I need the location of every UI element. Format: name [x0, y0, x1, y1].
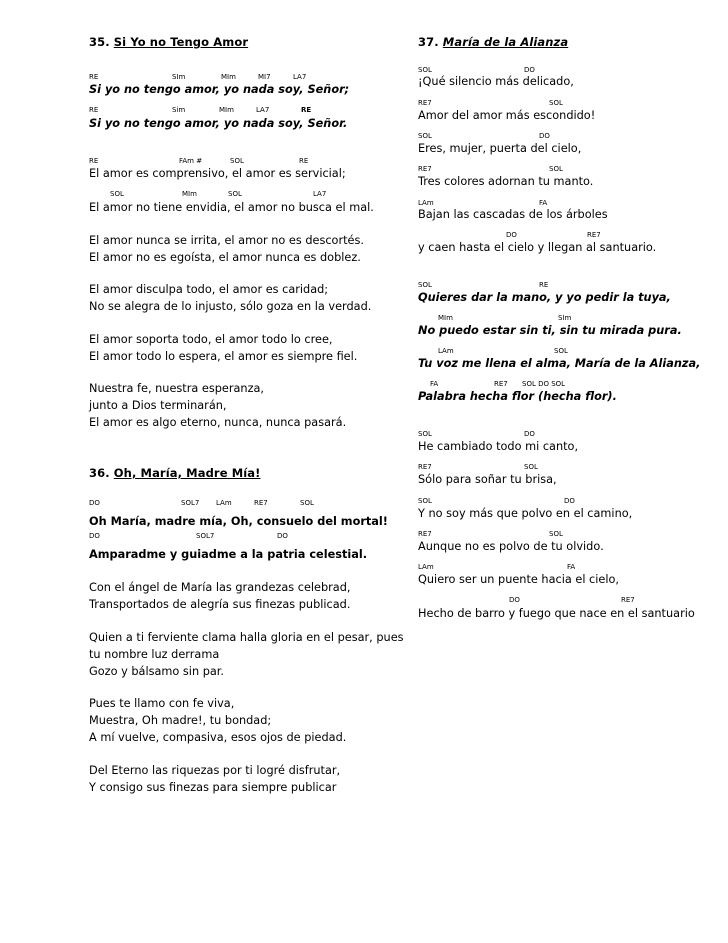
lyric-line: Quieres dar la mano, y yo pedir la tuya, [418, 291, 671, 304]
chord: SOL [418, 281, 432, 289]
chord: DO [524, 66, 535, 74]
chord: RE [301, 106, 312, 114]
lyric-line: Tres colores adornan tu manto. [418, 175, 594, 188]
lyric-line: Eres, mujer, puerta del cielo, [418, 142, 582, 155]
chord: LAm [418, 563, 434, 571]
song-title: María de la Alianza [442, 35, 569, 49]
lyric-line: El amor nunca se irrita, el amor no es descortés. [89, 234, 364, 247]
chord: DO [277, 532, 288, 540]
song-number: 37. [418, 35, 439, 49]
chord: RE [539, 281, 549, 289]
chord: SIm [172, 73, 186, 81]
chord: DO [509, 596, 520, 604]
lyric-line: A mí vuelve, compasiva, esos ojos de piedad. [89, 731, 347, 744]
lyric-line: El amor soporta todo, el amor todo lo cree, [89, 333, 333, 346]
lyric-line: Sólo para soñar tu brisa, [418, 473, 557, 486]
chord: RE [299, 157, 309, 165]
lyric-line: Nuestra fe, nuestra esperanza, [89, 382, 265, 395]
lyric-line: El amor es algo eterno, nunca, nunca pasará. [89, 416, 347, 429]
chord: SOL [554, 347, 568, 355]
lyric-line: Del Eterno las riquezas por ti logré disfrutar, [89, 764, 341, 777]
chord: MIm [219, 106, 234, 114]
chord: DO [506, 231, 517, 239]
lyric-line: tu nombre luz derrama [89, 648, 220, 661]
chord: DO [539, 132, 550, 140]
lyric-line: Quien a ti ferviente clama halla gloria en el pesar, pues [89, 631, 404, 644]
chord: SOL [110, 190, 124, 198]
chord: SOL [418, 497, 432, 505]
lyric-line: Pues te llamo con fe viva, [89, 697, 235, 710]
chord: RE7 [418, 165, 432, 173]
chord: SOL [230, 157, 244, 165]
lyric-line: Tu voz me llena el alma, María de la Alianza, [418, 357, 701, 370]
chord: RE7 [587, 231, 601, 239]
chord: RE [89, 73, 99, 81]
lyric-line: Amor del amor más escondido! [418, 109, 596, 122]
chord: SOL [418, 66, 432, 74]
chord: MI7 [258, 73, 271, 81]
song-title: Oh, María, Madre Mía! [113, 466, 261, 480]
lyric-line: Y consigo sus finezas para siempre publicar [89, 781, 337, 794]
chord: SOL7 [196, 532, 215, 540]
chord: MIm [182, 190, 197, 198]
chord: Sim [172, 106, 186, 114]
chord: LA7 [293, 73, 307, 81]
chord: LAm [418, 199, 434, 207]
chord: SOL [549, 99, 563, 107]
chord: SOL [524, 463, 538, 471]
chord: FA [539, 199, 548, 207]
lyric-line: El amor no tiene envidia, el amor no busca el mal. [89, 201, 374, 214]
lyric-line: Bajan las cascadas de los árboles [418, 208, 608, 221]
chord: LAm [216, 499, 232, 507]
chord: DO [89, 532, 100, 540]
chord: RE [89, 106, 99, 114]
chord: SOL [549, 165, 563, 173]
lyric-line: Gozo y bálsamo sin par. [89, 665, 224, 678]
lyric-line: Transportados de alegría sus finezas publicad. [89, 598, 351, 611]
song-35-title [89, 35, 248, 49]
lyric-line: No se alegra de lo injusto, sólo goza en la verdad. [89, 300, 372, 313]
chord: DO [524, 430, 535, 438]
song-37-title [418, 35, 568, 49]
lyric-line: El amor no es egoísta, el amor nunca es doblez. [89, 251, 361, 264]
chord: FA [430, 380, 439, 388]
lyric-line: Aunque no es polvo de tu olvido. [418, 540, 604, 553]
chord: LA7 [256, 106, 270, 114]
chord: RE7 [418, 463, 432, 471]
lyric-line: Muestra, Oh madre!, tu bondad; [89, 714, 272, 727]
chord: RE7 [418, 99, 432, 107]
chord: MIm [438, 314, 453, 322]
chord: SOL [418, 132, 432, 140]
song-title: Si Yo no Tengo Amor [113, 35, 249, 49]
chord: LA7 [313, 190, 327, 198]
lyric-line: Oh María, madre mía, Oh, consuelo del mortal! [89, 515, 388, 528]
lyric-line: He cambiado todo mi canto, [418, 440, 579, 453]
chord: LAm [438, 347, 454, 355]
song-number: 36. [89, 466, 110, 480]
lyric-line: Quiero ser un puente hacia el cielo, [418, 573, 619, 586]
lyric-line: ¡Qué silencio más delicado, [418, 75, 574, 88]
lyric-line: Si yo no tengo amor, yo nada soy, Señor. [89, 117, 348, 130]
song-36-title [89, 466, 260, 480]
lyric-line: El amor disculpa todo, el amor es caridad; [89, 283, 329, 296]
chord: SOL [300, 499, 314, 507]
chord: MIm [221, 73, 236, 81]
lyric-line: Con el ángel de María las grandezas celebrad, [89, 581, 351, 594]
chord: SOL7 [181, 499, 200, 507]
chord: FA [567, 563, 576, 571]
chord: SOL [549, 530, 563, 538]
lyric-line: Palabra hecha flor (hecha flor). [418, 390, 617, 403]
lyric-line: Si yo no tengo amor, yo nada soy, Señor; [89, 83, 350, 96]
chord: SOL DO SOL [522, 380, 566, 388]
lyric-line: Amparadme y guiadme a la patria celestial. [89, 548, 368, 561]
lyric-line: El amor todo lo espera, el amor es siempre fiel. [89, 350, 358, 363]
song-number: 35. [89, 35, 110, 49]
chord: RE [89, 157, 99, 165]
chord: DO [564, 497, 575, 505]
lyric-line: El amor es comprensivo, el amor es servicial; [89, 167, 346, 180]
chord: DO [89, 499, 100, 507]
lyric-line: Y no soy más que polvo en el camino, [418, 507, 633, 520]
chord: RE7 [621, 596, 635, 604]
chord: RE7 [254, 499, 268, 507]
chord: SOL [228, 190, 242, 198]
lyric-line: y caen hasta el cielo y llegan al santuario. [418, 241, 657, 254]
lyric-line: No puedo estar sin ti, sin tu mirada pura. [418, 324, 682, 337]
lyric-line: junto a Dios terminarán, [89, 399, 227, 412]
chord: RE7 [494, 380, 508, 388]
chord: SIm [558, 314, 572, 322]
chord: SOL [418, 430, 432, 438]
lyric-line: Hecho de barro y fuego que nace en el santuario [418, 607, 695, 620]
chord: RE7 [418, 530, 432, 538]
chord: FAm # [179, 157, 203, 165]
